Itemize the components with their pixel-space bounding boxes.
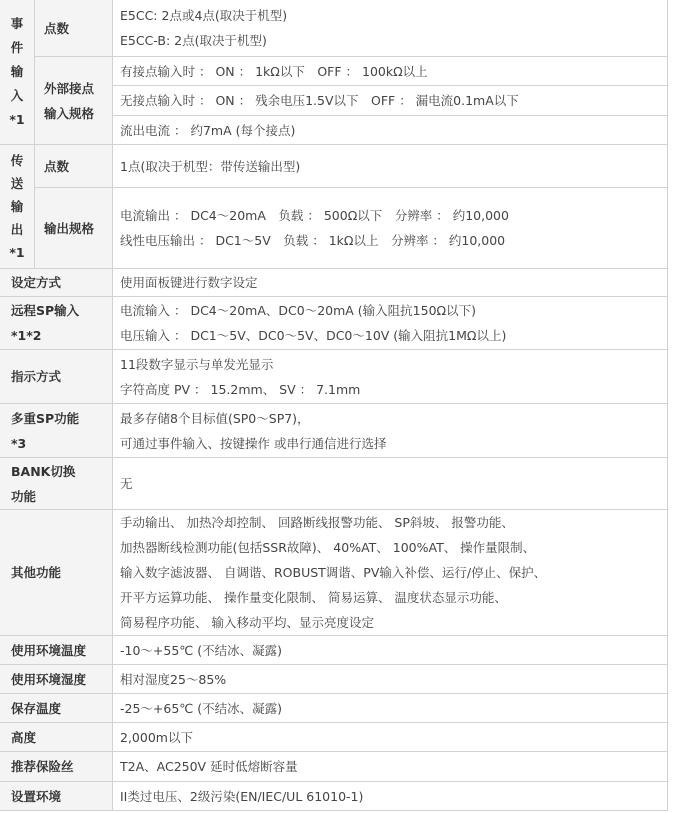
grid-line xyxy=(112,0,113,811)
external-contact-label: 外部接点 输入规格 xyxy=(35,57,112,144)
row-label-installation: 设置环境 xyxy=(0,782,112,810)
label-line: 事 xyxy=(10,16,24,31)
label-line: 输 xyxy=(10,199,24,214)
grid-line xyxy=(113,115,667,116)
output-spec-value xyxy=(113,188,667,268)
label-line: *1 xyxy=(9,112,25,127)
grid-line xyxy=(0,722,667,723)
value-line: 电流输出 ： DC4～20mA 负载 ： 500Ω以下 分辨率 ： 约10,000 xyxy=(120,208,509,223)
row-label-other-functions: 其他功能 xyxy=(0,510,112,635)
grid-line xyxy=(0,693,667,694)
grid-line xyxy=(0,349,667,350)
row-value-fuse: T2A、AC250V 延时低熔断容量 xyxy=(113,752,667,781)
row-label-setting-method: 设定方式 xyxy=(0,269,112,296)
label-line: *1 xyxy=(9,245,25,260)
grid-line xyxy=(0,144,667,145)
row-value-ambient-temp: -10～+55℃ (不结冰、凝露) xyxy=(113,636,667,664)
row-label-ambient-temp: 使用环境温度 xyxy=(0,636,112,664)
grid-line xyxy=(0,509,667,510)
row-value-installation: II类过电压、2级污染(EN/IEC/UL 61010-1) xyxy=(113,782,667,810)
row-label-fuse: 推荐保险丝 xyxy=(0,752,112,781)
grid-line xyxy=(0,403,667,404)
row-label-altitude: 高度 xyxy=(0,723,112,751)
grid-line xyxy=(0,810,668,811)
transfer-points-label: 点数 xyxy=(35,145,112,187)
row-label-storage-temp: 保存温度 xyxy=(0,694,112,722)
row-value-setting-method: 使用面板键进行数字设定 xyxy=(113,269,667,296)
output-spec-label: 输出规格 xyxy=(35,188,112,268)
event-points-value xyxy=(113,0,667,56)
label-line: 传 xyxy=(10,153,24,168)
grid-line xyxy=(34,0,35,269)
label-line: 入 xyxy=(10,88,24,103)
grid-line xyxy=(113,85,667,86)
label-line: 送 xyxy=(10,176,24,191)
row-value-altitude: 2,000m以下 xyxy=(113,723,667,751)
label-line: 件 xyxy=(10,40,24,55)
row-value-ambient-humidity: 相对湿度25～85% xyxy=(113,665,667,693)
row-label-display-method: 指示方式 xyxy=(0,350,112,403)
row-value-display-method: 11段数字显示与单发光显示 字符高度 PV ： 15.2mm、 SV ： 7.1mm xyxy=(113,350,667,403)
event-points-label: 点数 xyxy=(35,0,112,56)
grid-line xyxy=(0,457,667,458)
value-line: E5CC: 2点或4点(取决于机型) xyxy=(120,8,288,23)
grid-line xyxy=(667,0,668,811)
value-line: 线性电压输出 ： DC1～5V 负载 ： 1kΩ以上 分辨率 ： 约10,000 xyxy=(120,233,506,248)
row-label-ambient-humidity: 使用环境湿度 xyxy=(0,665,112,693)
grid-line xyxy=(0,635,667,636)
grid-line xyxy=(35,56,667,57)
outflow-current-value: 流出电流 ： 约7mA (每个接点) xyxy=(113,116,667,144)
value-line: E5CC-B: 2点(取决于机型) xyxy=(120,33,267,48)
event-input-label xyxy=(0,0,34,144)
grid-line xyxy=(0,751,667,752)
no-contact-input-value: 无接点输入时 ： ON ： 残余电压1.5V以下 OFF ： 漏电流0.1mA以下 xyxy=(113,86,667,115)
label-line: 出 xyxy=(10,222,24,237)
transfer-points-value: 1点(取决于机型：带传送输出型) xyxy=(113,145,667,187)
row-value-remote-sp: 电流输入 ： DC4～20mA、DC0～20mA (输入阻抗150Ω以下) 电压输入 ： DC1～5V、DC0～5V、DC0～10V (输入阻抗1MΩ以上) xyxy=(113,297,667,349)
grid-line xyxy=(0,781,667,782)
row-label-remote-sp: 远程SP输入 *1*2 xyxy=(0,297,112,349)
grid-line xyxy=(0,268,667,269)
transfer-output-label xyxy=(0,145,34,268)
label-line: 输 xyxy=(10,64,24,79)
row-label-multi-sp: 多重SP功能 *3 xyxy=(0,404,112,457)
contact-input-value: 有接点输入时 ： ON ： 1kΩ以下 OFF ： 100kΩ以上 xyxy=(113,57,667,85)
row-value-storage-temp: -25～+65℃ (不结冰、凝露) xyxy=(113,694,667,722)
grid-line xyxy=(35,187,667,188)
grid-line xyxy=(0,296,667,297)
row-value-bank-switch: 无 xyxy=(113,458,667,509)
row-value-multi-sp: 最多存储8个目标值(SP0～SP7)， 可通过事件输入、按键操作 或串行通信进行选择 xyxy=(113,404,667,457)
grid-line xyxy=(0,664,667,665)
row-label-bank-switch: BANK切换 功能 xyxy=(0,458,112,509)
row-value-other-functions: 手动输出、 加热冷却控制、 回路断线报警功能、 SP斜坡、 报警功能、 加热器断线检测功能(包括SSR故障)、 40%AT、 100%AT、 操作量限制、 输入数字滤波器、 自调谐、ROBUST调谐、PV输入补偿、运行/停止、保护、 开平方运算功能、 操作量变化限制、 简易运算、 温度状态显示功能、 简易程序功能、 输入移动平均、显示亮度设定 xyxy=(113,510,667,635)
